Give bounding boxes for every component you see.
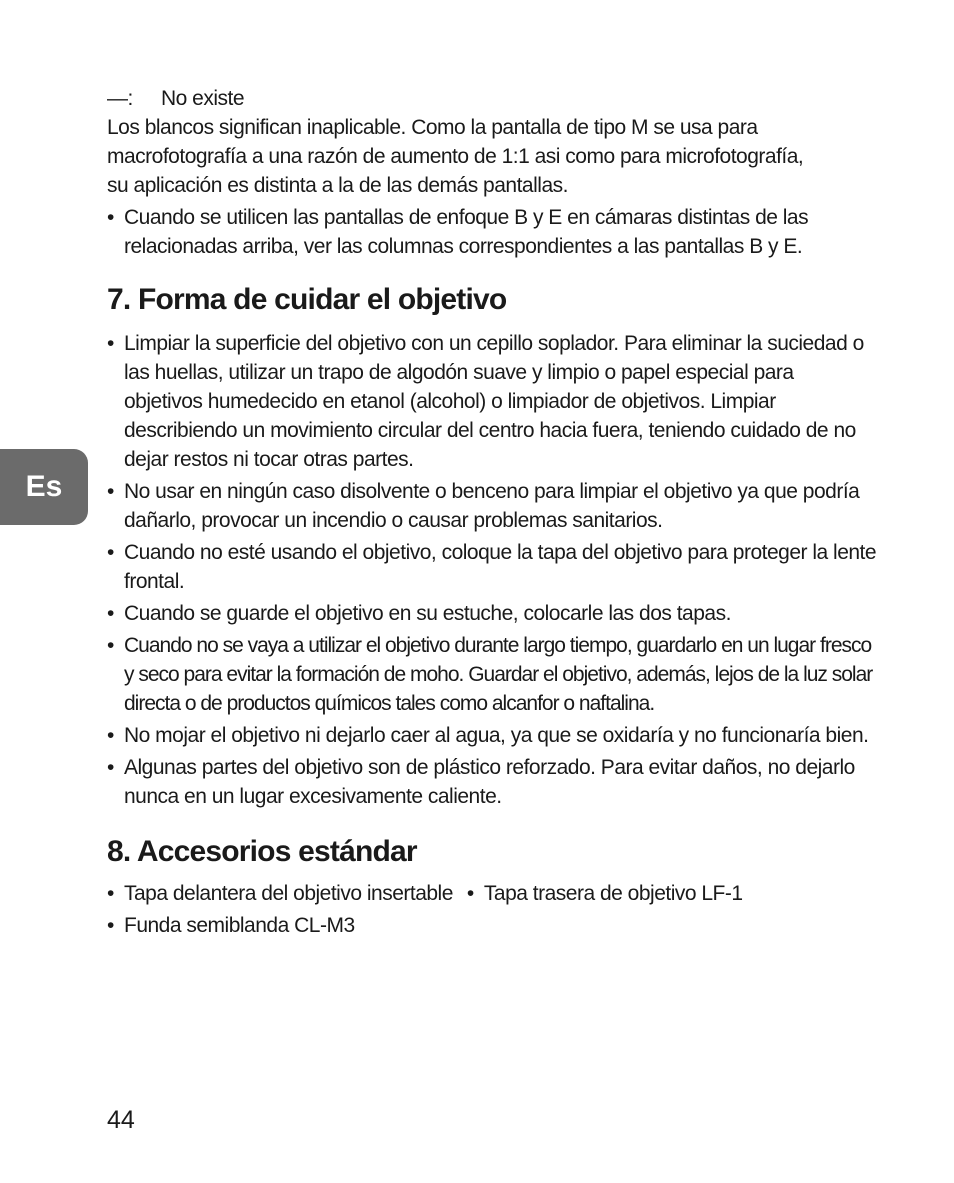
intro-paragraph [107, 113, 877, 200]
care-bullet: • No mojar el objetivo ni dejarlo caer al agua, ya que se oxidaría y no funcionaría bien. [107, 721, 877, 750]
accessory-item: • Funda semiblanda CL-M3 [107, 911, 877, 940]
page-content [107, 84, 877, 940]
intro-paragraph-line: Los blancos significan inaplicable. Como la pantalla de tipo M se usa para [107, 116, 758, 139]
accessory-item: • Tapa trasera de objetivo LF-1 [467, 879, 743, 908]
intro-bullet: • Cuando se utilicen las pantallas de enfoque B y E en cámaras distintas de las relacionadas arriba, ver las columnas correspondientes a las pantallas B y E. [107, 203, 877, 261]
care-bullet: • No usar en ningún caso disolvente o benceno para limpiar el objetivo ya que podría dañarlo, provocar un incendio o causar problemas sanitarios. [107, 477, 877, 535]
care-bullet: • Cuando no esté usando el objetivo, coloque la tapa del objetivo para proteger la lente frontal. [107, 538, 877, 596]
page-number: 44 [107, 1106, 135, 1134]
intro-paragraph-line: macrofotografía a una razón de aumento de 1:1 asi como para microfotografía, [107, 145, 804, 168]
section-8-heading: 8. Accesorios estándar [107, 835, 417, 868]
section-7-heading: 7. Forma de cuidar el objetivo [107, 283, 507, 316]
care-bullet: • Limpiar la superficie del objetivo con un cepillo soplador. Para eliminar la suciedad o las huellas, utilizar un trapo de algodón suave y limpio o papel especial para objetivos humedecido en etanol (alcohol) o limpiador de objetivos. Limpiar describiendo un movimiento circular del centro hacia fuera, teniendo cuidado de no dejar restos ni tocar otras partes. [107, 329, 877, 474]
section-8-list [107, 879, 877, 940]
accessory-row [107, 879, 877, 908]
accessory-item: • Tapa delantera del objetivo insertable [107, 879, 453, 908]
care-bullet: • Cuando se guarde el objetivo en su estuche, colocarle las dos tapas. [107, 599, 877, 628]
language-tab: Es [0, 449, 88, 525]
care-bullet: • Algunas partes del objetivo son de plástico reforzado. Para evitar daños, no dejarlo nunca en un lugar excesivamente caliente. [107, 753, 877, 811]
legend-row [107, 84, 877, 113]
legend-key: —: [107, 87, 133, 110]
care-bullet: • Cuando no se vaya a utilizar el objetivo durante largo tiempo, guardarlo en un lugar fresco y seco para evitar la formación de moho. Guardar el objetivo, además, lejos de la luz solar directa o de productos químicos tales como alcanfor o naftalina. [107, 631, 877, 718]
intro-paragraph-line: su aplicación es distinta a la de las demás pantallas. [107, 174, 568, 197]
section-7-list [107, 329, 877, 811]
legend-value: No existe [161, 87, 245, 110]
